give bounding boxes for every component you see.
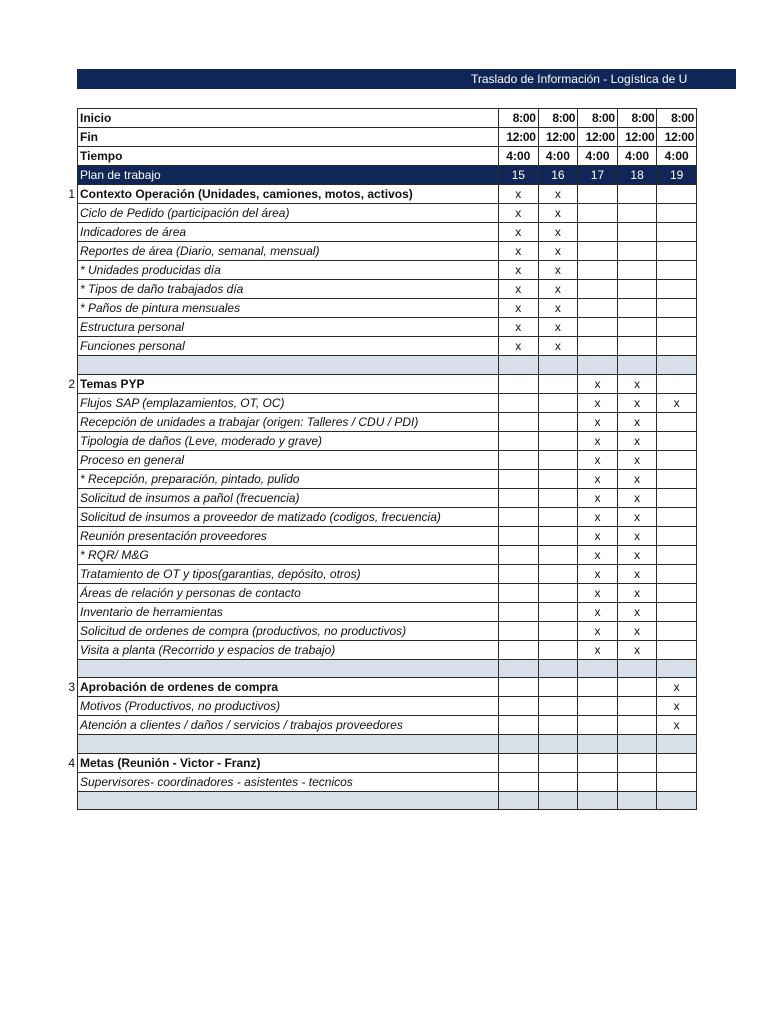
plan-header-row — [78, 166, 697, 185]
task-label: Solicitud de insumos a proveedor de matizado (codigos, frecuencia) — [78, 507, 499, 526]
day-mark — [657, 299, 697, 318]
day-mark — [578, 185, 618, 204]
summary-value: 4:00 — [578, 147, 618, 166]
day-mark — [617, 299, 657, 318]
task-label: Visita a planta (Recorrido y espacios de trabajo) — [78, 640, 499, 659]
day-mark — [578, 678, 618, 697]
summary-value: 12:00 — [657, 128, 697, 147]
sheet-title-bar — [77, 69, 736, 89]
day-mark: x — [617, 526, 657, 545]
day-mark — [499, 678, 539, 697]
task-row — [78, 583, 697, 602]
day-mark — [617, 185, 657, 204]
task-row — [78, 564, 697, 583]
task-row — [78, 469, 697, 488]
day-mark: x — [578, 431, 618, 450]
plan-day-header: 15 — [499, 166, 539, 185]
day-mark: x — [617, 602, 657, 621]
day-mark — [538, 488, 578, 507]
day-mark — [538, 753, 578, 772]
day-mark — [617, 697, 657, 716]
spacer-cell — [78, 659, 499, 678]
day-mark — [657, 431, 697, 450]
spacer-cell — [499, 791, 539, 810]
day-mark — [657, 318, 697, 337]
summary-label: Tiempo — [78, 147, 499, 166]
section-title — [68, 678, 499, 697]
task-label: Ciclo de Pedido (participación del área) — [78, 204, 499, 223]
day-mark: x — [617, 621, 657, 640]
section-spacer-row — [78, 791, 697, 810]
day-mark: x — [578, 564, 618, 583]
summary-value: 8:00 — [499, 109, 539, 128]
day-mark: x — [538, 185, 578, 204]
section-spacer-row — [78, 659, 697, 678]
task-label: Estructura personal — [78, 318, 499, 337]
day-mark: x — [499, 261, 539, 280]
day-mark — [499, 488, 539, 507]
day-mark: x — [499, 223, 539, 242]
summary-value: 12:00 — [617, 128, 657, 147]
day-mark: x — [538, 261, 578, 280]
summary-value: 12:00 — [578, 128, 618, 147]
task-label: Proceso en general — [78, 450, 499, 469]
spacer-cell — [657, 735, 697, 754]
day-mark — [617, 223, 657, 242]
day-mark — [617, 678, 657, 697]
summary-value: 4:00 — [538, 147, 578, 166]
task-row — [78, 431, 697, 450]
day-mark — [538, 583, 578, 602]
day-mark — [578, 204, 618, 223]
day-mark — [578, 772, 618, 791]
work-plan-table — [68, 108, 697, 810]
spacer-cell — [617, 356, 657, 375]
day-mark — [657, 753, 697, 772]
day-mark: x — [617, 507, 657, 526]
day-mark — [499, 374, 539, 393]
day-mark — [499, 621, 539, 640]
day-mark — [499, 526, 539, 545]
summary-label: Fin — [78, 128, 499, 147]
day-mark — [657, 545, 697, 564]
spacer-cell — [499, 735, 539, 754]
day-mark — [657, 488, 697, 507]
spacer-cell — [617, 735, 657, 754]
day-mark: x — [499, 204, 539, 223]
task-label: Flujos SAP (emplazamientos, OT, OC) — [78, 393, 499, 412]
spacer-cell — [538, 659, 578, 678]
day-mark — [657, 564, 697, 583]
day-mark: x — [578, 507, 618, 526]
day-mark: x — [538, 318, 578, 337]
day-mark — [578, 697, 618, 716]
task-row — [78, 204, 697, 223]
day-mark — [578, 280, 618, 299]
day-mark — [499, 545, 539, 564]
day-mark — [499, 450, 539, 469]
day-mark: x — [617, 431, 657, 450]
day-mark: x — [538, 280, 578, 299]
task-row — [78, 488, 697, 507]
task-label: Funciones personal — [78, 337, 499, 356]
day-mark — [657, 337, 697, 356]
day-mark: x — [578, 545, 618, 564]
task-label: Supervisores- coordinadores - asistentes - tecnicos — [78, 772, 499, 791]
day-mark — [578, 716, 618, 735]
day-mark — [538, 545, 578, 564]
task-row — [78, 261, 697, 280]
section-title-row — [78, 185, 697, 204]
day-mark — [578, 242, 618, 261]
day-mark — [499, 772, 539, 791]
day-mark — [657, 223, 697, 242]
day-mark — [538, 772, 578, 791]
day-mark: x — [538, 337, 578, 356]
day-mark — [657, 374, 697, 393]
day-mark — [578, 337, 618, 356]
day-mark: x — [617, 469, 657, 488]
task-label: Atención a clientes / daños / servicios / trabajos proveedores — [78, 716, 499, 735]
day-mark — [538, 602, 578, 621]
task-label: Tipologia de daños (Leve, moderado y grave) — [78, 431, 499, 450]
day-mark — [617, 337, 657, 356]
day-mark: x — [578, 602, 618, 621]
day-mark: x — [617, 640, 657, 659]
task-row — [78, 640, 697, 659]
day-mark — [499, 469, 539, 488]
day-mark: x — [617, 374, 657, 393]
spacer-cell — [78, 735, 499, 754]
spacer-cell — [657, 356, 697, 375]
summary-value: 8:00 — [538, 109, 578, 128]
day-mark: x — [538, 299, 578, 318]
day-mark: x — [578, 469, 618, 488]
day-mark — [657, 412, 697, 431]
task-label: * RQR/ M&G — [78, 545, 499, 564]
spacer-cell — [617, 659, 657, 678]
day-mark — [499, 412, 539, 431]
summary-row-tiempo — [78, 147, 697, 166]
plan-day-header: 19 — [657, 166, 697, 185]
day-mark — [538, 564, 578, 583]
section-title-text: Contexto Operación (Unidades, camiones, motos, activos) — [80, 187, 413, 201]
section-spacer-row — [78, 735, 697, 754]
day-mark: x — [617, 545, 657, 564]
day-mark — [578, 318, 618, 337]
day-mark: x — [617, 488, 657, 507]
spacer-cell — [499, 659, 539, 678]
day-mark: x — [617, 412, 657, 431]
day-mark — [538, 412, 578, 431]
day-mark — [578, 261, 618, 280]
day-mark — [657, 204, 697, 223]
spacer-cell — [657, 791, 697, 810]
day-mark: x — [657, 678, 697, 697]
day-mark: x — [578, 583, 618, 602]
day-mark: x — [617, 450, 657, 469]
day-mark: x — [499, 337, 539, 356]
day-mark — [538, 469, 578, 488]
day-mark — [578, 753, 618, 772]
spacer-cell — [538, 735, 578, 754]
day-mark — [657, 450, 697, 469]
day-mark — [617, 753, 657, 772]
day-mark — [617, 261, 657, 280]
task-row — [78, 393, 697, 412]
summary-row-fin — [78, 128, 697, 147]
day-mark: x — [499, 318, 539, 337]
day-mark — [538, 697, 578, 716]
task-row — [78, 772, 697, 791]
day-mark — [657, 507, 697, 526]
day-mark: x — [578, 488, 618, 507]
day-mark: x — [617, 564, 657, 583]
spacer-cell — [499, 356, 539, 375]
section-title-row — [78, 753, 697, 772]
day-mark — [617, 242, 657, 261]
day-mark: x — [499, 280, 539, 299]
spacer-cell — [78, 791, 499, 810]
section-number: 1 — [68, 187, 75, 201]
task-label: Áreas de relación y personas de contacto — [78, 583, 499, 602]
summary-value: 4:00 — [617, 147, 657, 166]
day-mark — [499, 602, 539, 621]
spacer-cell — [538, 791, 578, 810]
section-number: 3 — [68, 680, 75, 694]
task-label: Motivos (Productivos, no productivos) — [78, 697, 499, 716]
day-mark — [538, 450, 578, 469]
task-row — [78, 526, 697, 545]
day-mark — [578, 223, 618, 242]
day-mark — [657, 640, 697, 659]
day-mark — [657, 602, 697, 621]
day-mark: x — [657, 716, 697, 735]
task-row — [78, 507, 697, 526]
spacer-cell — [78, 356, 499, 375]
day-mark: x — [499, 242, 539, 261]
plan-header-label: Plan de trabajo — [78, 166, 499, 185]
day-mark — [617, 318, 657, 337]
day-mark — [657, 185, 697, 204]
task-label: Recepción de unidades a trabajar (origen: Talleres / CDU / PDI) — [78, 412, 499, 431]
day-mark — [499, 716, 539, 735]
day-mark — [657, 526, 697, 545]
day-mark — [657, 469, 697, 488]
summary-value: 8:00 — [578, 109, 618, 128]
task-row — [78, 621, 697, 640]
day-mark — [499, 640, 539, 659]
day-mark: x — [538, 242, 578, 261]
day-mark: x — [499, 299, 539, 318]
task-row — [78, 412, 697, 431]
task-label: Reportes de área (Diario, semanal, mensual) — [78, 242, 499, 261]
task-label: Tratamiento de OT y tipos(garantias, depósito, otros) — [78, 564, 499, 583]
task-label: * Paños de pintura mensuales — [78, 299, 499, 318]
day-mark — [538, 374, 578, 393]
spacer-cell — [538, 356, 578, 375]
day-mark — [657, 583, 697, 602]
day-mark: x — [657, 697, 697, 716]
section-title — [68, 753, 499, 772]
summary-row-inicio — [78, 109, 697, 128]
task-row — [78, 697, 697, 716]
day-mark — [538, 678, 578, 697]
day-mark — [538, 526, 578, 545]
task-label: * Unidades producidas día — [78, 261, 499, 280]
section-title-text: Aprobación de ordenes de compra — [80, 680, 279, 694]
section-title-text: Metas (Reunión - Victor - Franz) — [80, 755, 261, 770]
day-mark — [617, 204, 657, 223]
day-mark: x — [617, 393, 657, 412]
task-row — [78, 223, 697, 242]
day-mark — [657, 772, 697, 791]
task-row — [78, 602, 697, 621]
day-mark — [657, 261, 697, 280]
day-mark: x — [617, 583, 657, 602]
day-mark: x — [578, 450, 618, 469]
summary-label: Inicio — [78, 109, 499, 128]
task-label: Solicitud de ordenes de compra (productivos, no productivos) — [78, 621, 499, 640]
task-label: Reunión presentación proveedores — [78, 526, 499, 545]
task-row — [78, 280, 697, 299]
plan-day-header: 16 — [538, 166, 578, 185]
task-row — [78, 716, 697, 735]
day-mark — [657, 242, 697, 261]
spacer-cell — [578, 356, 618, 375]
section-title-row — [78, 678, 697, 697]
section-title — [68, 185, 499, 204]
day-mark — [538, 393, 578, 412]
day-mark — [617, 716, 657, 735]
day-mark — [617, 280, 657, 299]
day-mark — [499, 697, 539, 716]
section-number: 2 — [68, 376, 75, 391]
day-mark: x — [657, 393, 697, 412]
day-mark — [499, 431, 539, 450]
task-label: Indicadores de área — [78, 223, 499, 242]
day-mark — [538, 621, 578, 640]
day-mark: x — [578, 526, 618, 545]
task-label: * Recepción, preparación, pintado, pulido — [78, 469, 499, 488]
section-spacer-row — [78, 356, 697, 375]
task-label: Inventario de herramientas — [78, 602, 499, 621]
task-row — [78, 318, 697, 337]
day-mark — [499, 564, 539, 583]
plan-day-header: 18 — [617, 166, 657, 185]
section-number: 4 — [68, 755, 75, 770]
task-row — [78, 299, 697, 318]
day-mark — [538, 507, 578, 526]
day-mark — [499, 393, 539, 412]
task-label: Solicitud de insumos a pañol (frecuencia) — [78, 488, 499, 507]
day-mark — [538, 431, 578, 450]
day-mark: x — [538, 204, 578, 223]
section-title-row — [78, 374, 697, 393]
spacer-cell — [578, 735, 618, 754]
summary-value: 12:00 — [499, 128, 539, 147]
day-mark: x — [499, 185, 539, 204]
task-label: * Tipos de daño trabajados día — [78, 280, 499, 299]
day-mark — [499, 583, 539, 602]
summary-value: 4:00 — [499, 147, 539, 166]
day-mark — [538, 640, 578, 659]
day-mark: x — [578, 374, 618, 393]
day-mark: x — [538, 223, 578, 242]
section-title-text: Temas PYP — [80, 376, 145, 391]
summary-value: 8:00 — [617, 109, 657, 128]
spacer-cell — [578, 659, 618, 678]
task-row — [78, 242, 697, 261]
day-mark — [617, 772, 657, 791]
spacer-cell — [578, 791, 618, 810]
summary-value: 12:00 — [538, 128, 578, 147]
day-mark — [578, 299, 618, 318]
spacer-cell — [617, 791, 657, 810]
sheet-title: Traslado de Información - Logística de U — [471, 72, 688, 86]
day-mark: x — [578, 393, 618, 412]
plan-day-header: 17 — [578, 166, 618, 185]
task-row — [78, 337, 697, 356]
task-row — [78, 545, 697, 564]
day-mark: x — [578, 412, 618, 431]
day-mark: x — [578, 640, 618, 659]
task-row — [78, 450, 697, 469]
day-mark — [499, 507, 539, 526]
day-mark — [657, 280, 697, 299]
summary-value: 8:00 — [657, 109, 697, 128]
spacer-cell — [657, 659, 697, 678]
section-title — [68, 374, 499, 393]
summary-value: 4:00 — [657, 147, 697, 166]
day-mark — [657, 621, 697, 640]
day-mark — [499, 753, 539, 772]
day-mark: x — [578, 621, 618, 640]
day-mark — [538, 716, 578, 735]
